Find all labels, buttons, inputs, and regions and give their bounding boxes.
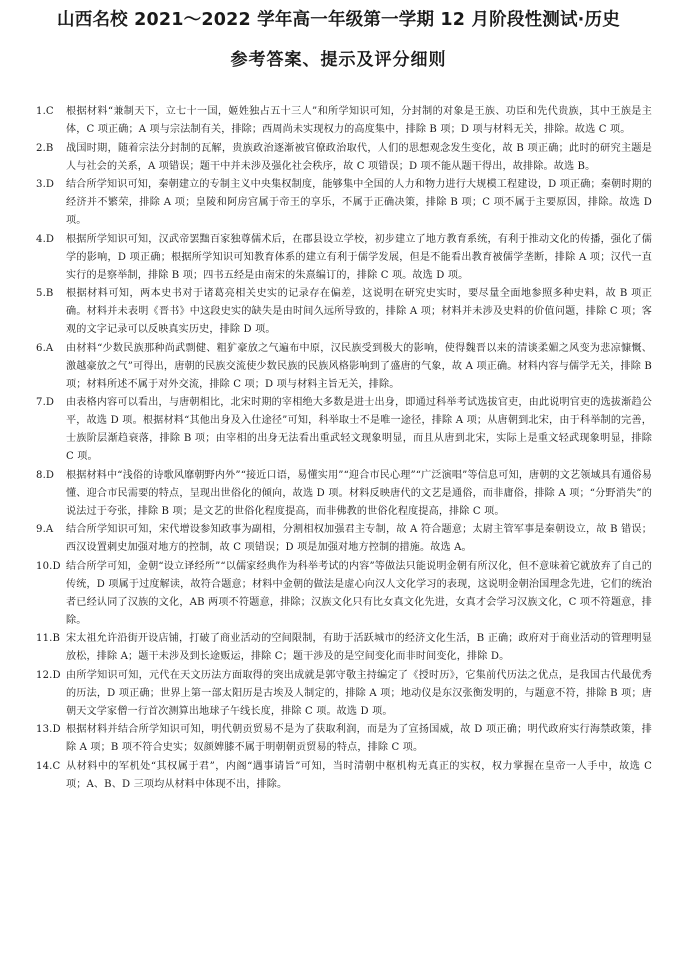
answer-item-1	[36, 103, 652, 139]
answer-explanation: 根据所学知识可知，汉武帝罢黜百家独尊儒术后，在郡县设立学校，初步建立了地方教育系统，有利于推动文化的传播，强化了儒学的影响，D 项正确；根据所学知识可知教育体系的建立有利于儒学发展，但是不能看出教育被儒学垄断，排除 A 项；汉代一直实行的是察举制，排除 B 项；四书五经是由南宋的朱熹编订的，排除 C 项。故选 D 项。	[66, 233, 652, 281]
answer-number: 7.D	[36, 397, 55, 408]
answer-number: 2.B	[36, 142, 54, 154]
answer-number: 6.A	[36, 342, 54, 354]
answer-number: 13.D	[36, 724, 61, 735]
answer-explanation: 由所学知识可知，元代在天文历法方面取得的突出成就是郭守敬主持编定了《授时历》，它集前代历法之优点，是我国古代最优秀的历法，D 项正确；世界上第一部太阳历是古埃及人制定的，排除 A 项；地动仪是东汉张衡发明的，与题意不符，排除 B 项；唐朝天文学家僧一行首次测算出地球子午线长度，排除 C 项。故选 D 项。	[66, 669, 652, 717]
answer-item-6	[36, 340, 652, 394]
answer-item-10	[36, 558, 652, 630]
answer-number: 8.D	[36, 469, 55, 481]
answer-number: 9.A	[36, 524, 54, 535]
answer-item-8	[36, 467, 652, 521]
answer-explanation: 结合所学知识可知，秦朝建立的专制主义中央集权制度，能够集中全国的人力和物力进行大规模工程建设，D 项正确；秦朝时期的经济并不繁荣，排除 A 项；皇陵和阿房宫属于帝王的享乐，不属于正确决策，排除 B 项；C 项不属于主要原因，排除。故选 D 项。	[66, 179, 652, 226]
answer-item-2	[36, 140, 652, 176]
answer-explanation: 结合所学知识可知，宋代增设参知政事为副相，分割相权加强君主专制，故 A 符合题意；太尉主管军事是秦朝设立，故 B 错误；西汉设置刺史加强对地方的控制，故 C 项错误；D 项是加强对地方控制的措施。故选 A。	[66, 524, 652, 553]
answer-item-5	[36, 285, 652, 339]
answer-explanation: 根据材料可知，两本史书对于诸葛亮相关史实的记录存在偏差，这说明在研究史实时，要尽量全面地参照多种史料，故 B 项正确。材料并未表明《晋书》中这段史实的缺失是由时间久远所导致的，排除 A 项；材料并未涉及史料的价值问题，排除 C 项；客观的文字记录可以反映真实历史，排除 D 项。	[66, 288, 652, 335]
answer-explanation: 从材料中的军机处“其权属于君”，内阁“遇事请旨”可知，当时清朝中枢机构无真正的实权，权力掌握在皇帝一人手中，故选 C 项；A、B、D 三项均从材料中体现不出，排除。	[66, 760, 652, 790]
answer-number: 3.D	[36, 179, 55, 190]
answer-item-14	[36, 758, 652, 794]
answer-item-4	[36, 231, 652, 285]
answer-explanation: 由材料“少数民族那种尚武剽健、粗犷豪放之气遍布中原，汉民族受到极大的影响，使得魏晋以来的清谈柔媚之风变为悲凉慷慨、激越豪放之气”可得出，唐朝的民族交流使少数民族的民族风格影响到了盛唐的气象，故 A 项正确。材料内容与儒学无关，排除 B 项；材料所述不属于对外交流，排除 C 项；D 项与材料主旨无关，排除。	[66, 342, 652, 390]
document-title: 山西名校 2021～2022 学年高一年级第一学期 12 月阶段性测试·历史	[57, 10, 620, 30]
answer-list	[36, 103, 652, 794]
answer-item-7	[36, 394, 652, 466]
answer-explanation: 宋太祖允许沿街开设店铺，打破了商业活动的空间限制，有助于活跃城市的经济文化生活，B 正确；政府对于商业活动的管理明显放松，排除 A；题干未涉及到长途贩运，排除 C；题干涉及的是空间变化而非时间变化，排除 D。	[66, 633, 652, 662]
answer-explanation: 由表格内容可以看出，与唐朝相比，北宋时期的宰相绝大多数是进士出身，即通过科举考试选拔官吏，由此说明官吏的选拔渐趋公平，故选 D 项。根据材料“其他出身及入仕途径”可知，科举取士不是唯一途径，排除 A 项；从唐朝到北宋，由于科举制的完善，士族阶层渐趋衰落，排除 B 项；由宰相的出身无法看出重武轻文现象明显，而且从唐到北宋，实际上是重文轻武现象明显，排除 C 项。	[66, 397, 652, 462]
answer-number: 11.B	[36, 633, 61, 644]
answer-item-9	[36, 521, 652, 557]
answer-item-13	[36, 721, 652, 757]
answer-number: 1.C	[36, 106, 54, 117]
answer-number: 14.C	[36, 760, 61, 772]
answer-item-12	[36, 667, 652, 721]
answer-explanation: 结合所学可知，金朝“设立译经所”“以儒家经典作为科举考试的内容”等做法只能说明金朝有所汉化，但不意味着它就放弃了自己的传统，D 项属于过度解读，故符合题意；材料中金朝的做法是虚心向汉人文化学习的表现，这说明金朝治国理念先进，它们的统治者已经认同了汉族的文化，AB 两项不符题意，排除；汉族文化只有比女真文化先进，女真才会学习汉族文化，C 项不符题意，排除。	[66, 560, 652, 626]
answer-number: 5.B	[36, 288, 54, 299]
document-subtitle: 参考答案、提示及评分细则	[230, 50, 447, 70]
answer-number: 12.D	[36, 669, 61, 681]
answer-item-3	[36, 176, 652, 230]
answer-number: 4.D	[36, 233, 55, 245]
answer-number: 10.D	[36, 560, 61, 572]
answer-explanation: 根据材料“兼制天下，立七十一国，姬姓独占五十三人”和所学知识可知，分封制的对象是王族、功臣和先代贵族，其中王族是主体，C 项正确；A 项与宗法制有关，排除；西周尚未实现权力的高度集中，排除 B 项；D 项与材料无关，排除。故选 C 项。	[66, 106, 652, 135]
answer-item-11	[36, 630, 652, 666]
answer-explanation: 战国时期，随着宗法分封制的瓦解，贵族政治逐渐被官僚政治取代，人们的思想观念发生变化，故 B 项正确；此时的研究主题是人与社会的关系，A 项错误；题干中并未涉及强化社会秩序，故 C 项错误；D 项不能从题干得出，故排除。故选 B。	[66, 142, 652, 172]
answer-explanation: 根据材料并结合所学知识可知，明代朝贡贸易不是为了获取利润，而是为了宣扬国威，故 D 项正确；明代政府实行海禁政策，排除 A 项；B 项不符合史实；奴颜婢膝不属于明朝朝贡贸易的特点，排除 C 项。	[66, 724, 652, 753]
answer-explanation: 根据材料中“浅俗的诗歌风靡朝野内外”“接近口语，易懂实用”“迎合市民心理”“广泛演唱”等信息可知，唐朝的文艺领域具有通俗易懂、迎合市民需要的特点，呈现出世俗化的倾向，故选 D 项。材料反映唐代的文艺是通俗，而非庸俗，排除 A 项；“分野消失”的说法过于夸张，排除 B 项；是文艺的世俗化程度提高，而非佛教的世俗化程度提高，排除 C 项。	[66, 469, 652, 517]
